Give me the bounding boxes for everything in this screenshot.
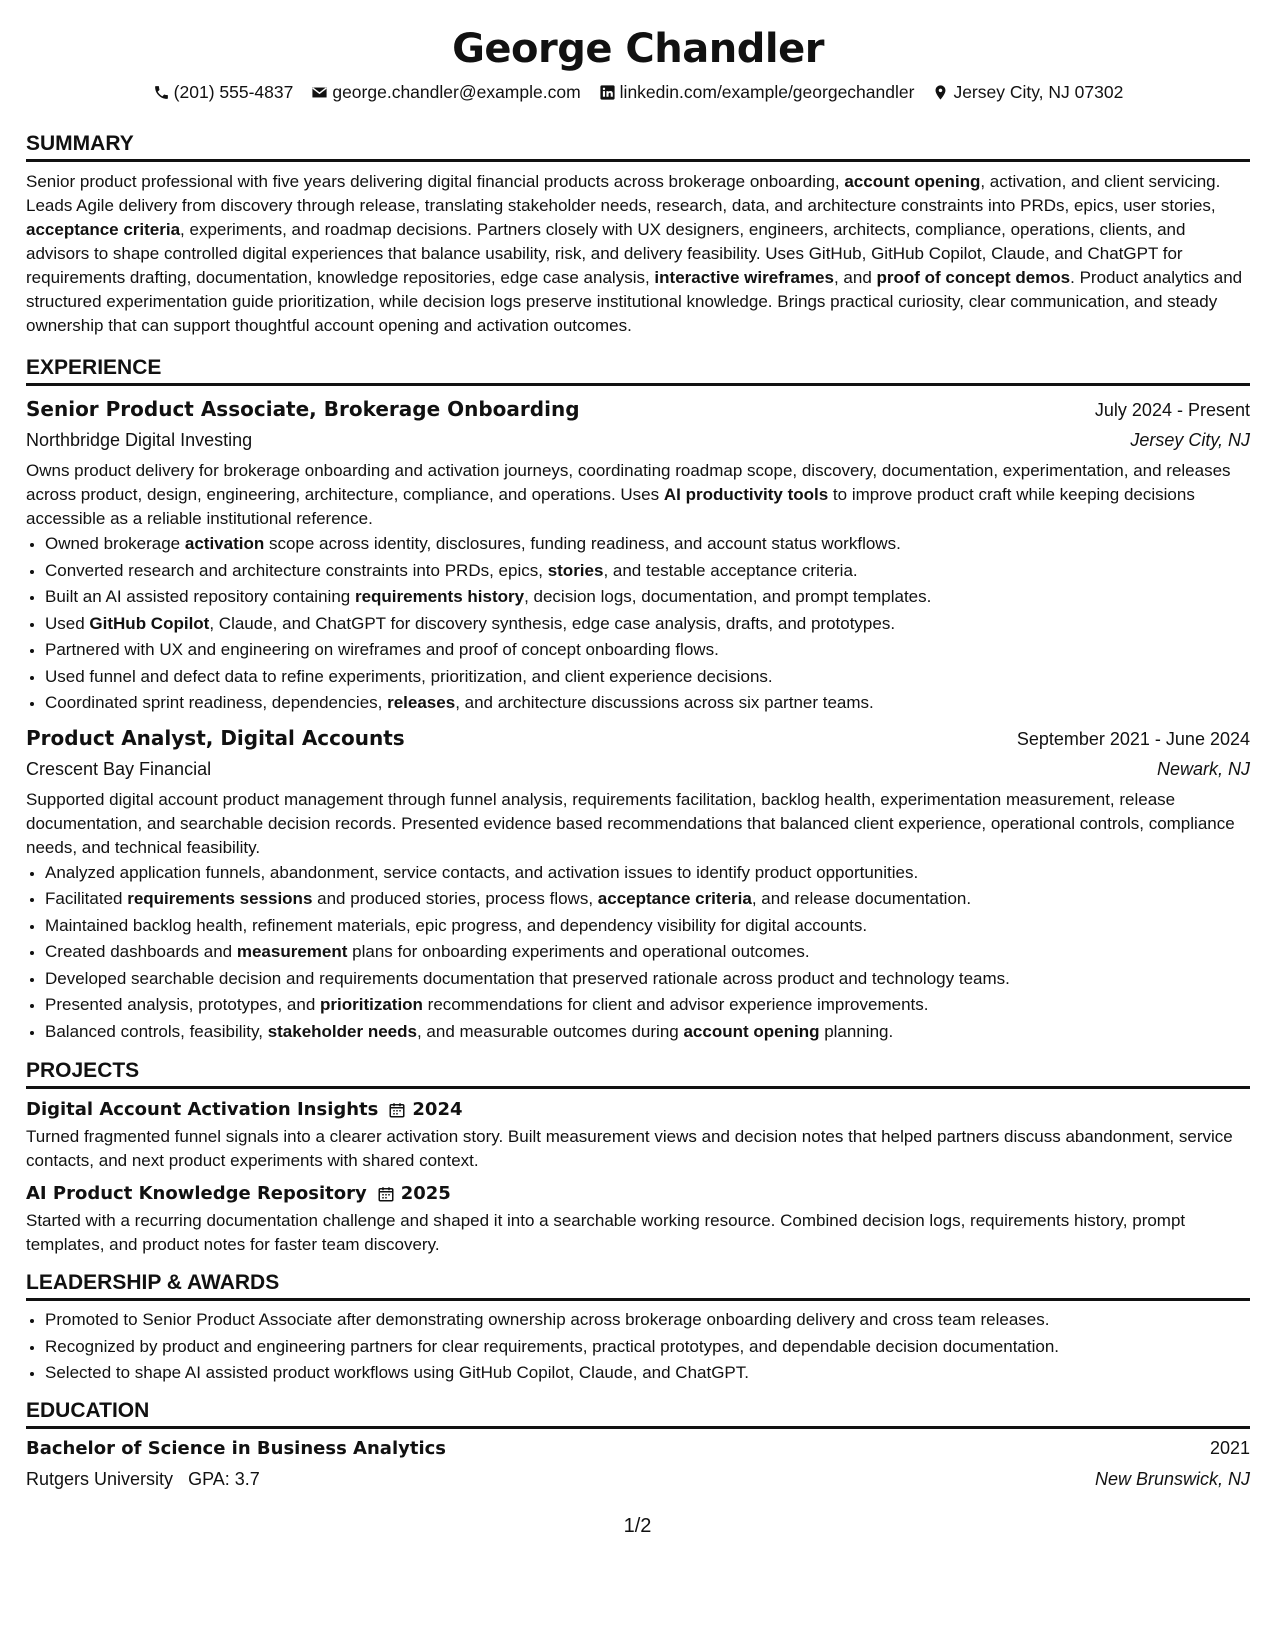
section-title: SUMMARY [26,132,1250,162]
job-entry [26,394,1250,717]
bullet-item [45,664,1250,691]
job-dates: September 2021 - June 2024 [1016,728,1250,749]
bold-text: activation [184,534,265,553]
bullet-item [45,966,1250,993]
job-description [26,459,1250,531]
section-title: LEADERSHIP & AWARDS [26,1271,1250,1301]
text-run: Presented analysis, prototypes, and [45,995,320,1014]
job-dates: July 2024 - Present [1094,400,1250,420]
project-entry [26,1179,1250,1257]
bold-text: releases [387,693,456,712]
contact-email[interactable] [311,80,580,104]
bold-text: account opening [683,1021,820,1041]
text-run: Coordinated sprint readiness, dependencies, [45,693,388,712]
gpa: GPA: 3.7 [188,1468,260,1489]
linkedin-text: linkedin.com/example/georgechandler [619,82,915,102]
leadership-item: • Promoted to Senior Product Associate after demonstrating ownership across brokerage onboarding delivery and cross team releases. [45,1307,1250,1334]
text-run: planning. [819,1021,894,1041]
linkedin-icon [599,84,616,101]
projects-section [26,1059,1250,1257]
project-title: AI Product Knowledge Repository [26,1183,367,1204]
school: Rutgers University [26,1468,174,1489]
text-run: Owned brokerage [45,534,185,553]
job-company-row [26,754,1250,784]
contact-location [932,80,1123,104]
bold-text: requirements sessions [127,889,313,908]
bold-text: stakeholder needs [267,1021,417,1041]
text-run: plans for onboarding experiments and operational outcomes. [347,942,810,961]
text-run: , Claude, and ChatGPT for discovery synthesis, edge case analysis, drafts, and prototypes. [209,613,896,633]
text-run: Senior product professional with five years delivering digital financial products across brokerage onboarding, [26,172,845,191]
bold-text: interactive wireframes [654,268,834,287]
summary-text [26,170,1250,338]
job-bullets [26,860,1250,1046]
text-run: Partnered with UX and engineering on wireframes and proof of concept onboarding flows. [45,640,719,659]
project-entry [26,1095,1250,1173]
text-run: Facilitated [45,889,128,908]
text-run: Converted research and architecture constraints into PRDs, epics, [45,560,548,580]
text-run: to improve product craft while keeping decisions accessible as a reliable institutional reference. [26,485,1195,528]
text-run: recommendations for client and advisor experience improvements. [422,995,929,1014]
contact-linkedin[interactable] [599,80,915,104]
text-run: Balanced controls, feasibility, [45,1021,268,1041]
text-run: , decision logs, documentation, and prompt templates. [524,587,932,606]
job-header-row [26,394,1250,425]
bullet-item [45,637,1250,664]
bold-text: measurement [236,942,348,961]
project-year-text: 2025 [400,1183,451,1204]
project-year [388,1095,462,1125]
company-name: Crescent Bay Financial [26,758,212,779]
text-run: , experiments, and roadmap decisions. Partners closely with UX designers, engineers, architects, compliance, operations, clients, and advisors to shape controlled digital experiences that balance usability, risk, and delivery feasibility. Uses GitHub, GitHub Copilot, Claude, and ChatGPT for requirements drafting, documentation, knowledge repositories, edge case analysis, [26,220,1186,287]
bullet-item [45,1019,1250,1046]
education-detail-row [26,1464,1250,1494]
experience-section [26,356,1250,1045]
bullet-item [45,584,1250,611]
text-run: . Product analytics and structured experimentation guide prioritization, while decision logs preserve institutional knowledge. Brings practical curiosity, clear communication, and steady ownership that can support thoughtful account opening and activation outcomes. [26,268,1243,335]
company-name: Northbridge Digital Investing [26,430,253,450]
job-location: Jersey City, NJ [1130,430,1250,450]
text-run: , and testable acceptance criteria. [603,560,858,580]
job-list [26,394,1250,1045]
bold-text: acceptance criteria [597,889,752,908]
text-run: , and architecture discussions across six partner teams. [455,693,874,712]
bold-text: prioritization [320,995,423,1014]
calendar-icon [388,1101,406,1119]
bold-text: account opening [844,172,981,191]
bold-text: requirements history [354,587,525,606]
map-pin-icon [932,84,949,101]
text-run: Built an AI assisted repository containing [45,587,355,606]
project-year [377,1179,451,1209]
bullet-item [45,886,1250,913]
bullet-item [45,531,1250,558]
bullet-item [45,860,1250,887]
text-run: Owns product delivery for brokerage onboarding and activation journeys, coordinating roadmap scope, discovery, documentation, experimentation, and releases across product, design, engineering, architecture, compliance, and operations. Uses [26,461,1231,504]
graduation-year: 2021 [1209,1437,1250,1458]
bold-text: GitHub Copilot [89,613,210,633]
degree: Bachelor of Science in Business Analytics [26,1437,447,1459]
project-title: Digital Account Activation Insights [26,1099,379,1120]
page-number: 1/2 [623,1515,652,1537]
leadership-section [26,1271,1250,1387]
contact-phone[interactable] [153,80,294,104]
section-title: EXPERIENCE [26,356,1250,386]
summary-section [26,132,1250,338]
leadership-item: • Selected to shape AI assisted product workflows using GitHub Copilot, Claude, and ChatGPT. [45,1360,1250,1387]
job-bullets [26,531,1250,717]
text-run: Developed searchable decision and requirements documentation that preserved rationale across product and technology teams. [45,968,1010,988]
text-run: and produced stories, process flows, [312,889,598,908]
email-text: george.chandler@example.com [332,82,581,102]
project-description: Turned fragmented funnel signals into a clearer activation story. Built measurement views and decision notes that helped partners discuss abandonment, service contacts, and next product experiments with shared context. [26,1127,1233,1170]
bullet-item [45,913,1250,940]
school-location: New Brunswick, NJ [1094,1468,1250,1489]
bullet-item [45,611,1250,638]
project-list [26,1095,1250,1257]
leadership-item: • Recognized by product and engineering partners for clear requirements, practical prototypes, and dependable decision documentation. [45,1334,1250,1361]
education-row [26,1433,1250,1464]
job-header-row [26,723,1250,754]
text-run: Analyzed application funnels, abandonment, service contacts, and activation issues to identify product opportunities. [45,862,919,882]
location-text: Jersey City, NJ 07302 [953,82,1124,102]
leadership-list [26,1307,1250,1387]
candidate-name: George Chandler [452,26,824,72]
bullet-item [45,690,1250,717]
bullet-item [45,939,1250,966]
section-title: EDUCATION [26,1399,1250,1429]
bullet-item [45,558,1250,585]
job-company-row [26,425,1250,455]
text-run: , and [833,268,877,287]
bold-text: AI productivity tools [663,485,829,504]
project-description: Started with a recurring documentation challenge and shaped it into a searchable working resource. Combined decision logs, requirements history, prompt templates, and product notes for faster team discovery. [26,1211,1186,1254]
text-run: , and release documentation. [751,889,972,908]
school-line [26,1464,260,1494]
job-entry [26,723,1250,1046]
envelope-icon [311,84,328,101]
phone-text: (201) 555-4837 [173,82,294,102]
job-location: Newark, NJ [1156,758,1250,779]
bullet-item [45,992,1250,1019]
job-title: Product Analyst, Digital Accounts [26,725,405,750]
bold-text: acceptance criteria [26,220,181,239]
text-run: Maintained backlog health, refinement materials, epic progress, and dependency visibility for digital accounts. [45,915,868,935]
education-section [26,1399,1250,1494]
text-run: Used [45,613,90,633]
phone-icon [153,84,170,101]
text-run: Used funnel and defect data to refine experiments, prioritization, and client experience decisions. [45,666,773,686]
calendar-icon [377,1185,395,1203]
project-header [26,1095,1250,1125]
bold-text: stories [547,560,604,580]
contact-bar [26,80,1250,104]
text-run: , and measurable outcomes during [416,1021,684,1041]
project-year-text: 2024 [412,1099,463,1120]
text-run: , activation, and client servicing. Leads Agile delivery from discovery through release, translating stakeholder needs, research, data, and architecture constraints into PRDs, epics, user stories, [26,172,1221,215]
job-description [26,788,1250,860]
resume-page [26,0,1250,1494]
job-title: Senior Product Associate, Brokerage Onboarding [26,397,580,421]
text-run: Created dashboards and [45,942,237,961]
text-run: Supported digital account product management through funnel analysis, requirements facilitation, backlog health, experimentation measurement, release documentation, and searchable decision records. Presented evidence based recommendations that balanced client experience, operational controls, compliance needs, and technical feasibility. [26,789,1235,857]
section-title: PROJECTS [26,1059,1250,1089]
bold-text: proof of concept demos [876,268,1071,287]
project-header [26,1179,1250,1209]
text-run: scope across identity, disclosures, funding readiness, and account status workflows. [264,534,901,553]
